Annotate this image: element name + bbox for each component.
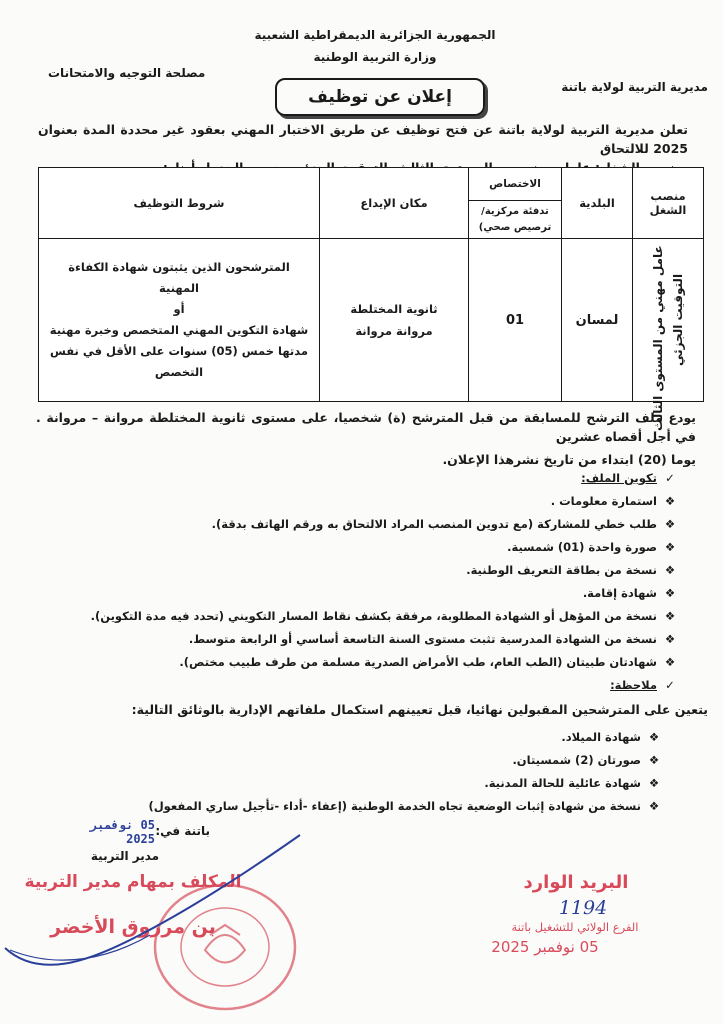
file-heading bbox=[59, 467, 679, 490]
position-line-2: التوقيت الجزئي bbox=[671, 273, 685, 367]
diamond-bullet-icon: ❖ bbox=[664, 655, 676, 669]
th-municipality: البلدية bbox=[562, 168, 633, 239]
th-specialty: الاختصاص bbox=[469, 168, 562, 201]
note-text: يتعين على المترشحين المقبولين نهائيا، قبل تعيينهم استكمال ملفاتهم الإدارية بالوثائق التالية: bbox=[131, 702, 708, 717]
list-item: ❖ شهادتان طبيتان (الطب العام، طب الأمراض الصدرية مسلمة من طرف طبيب مختص). bbox=[59, 651, 679, 674]
diamond-bullet-icon: ❖ bbox=[664, 494, 676, 508]
handwritten-signature-icon bbox=[0, 830, 320, 980]
incoming-stamp-office: الفرع الولائي للتشغيل باتنة bbox=[511, 920, 639, 934]
incoming-stamp-number: 1194 bbox=[558, 897, 608, 919]
list-item: ❖ استمارة معلومات . bbox=[59, 490, 679, 513]
header-service: مصلحة التوجيه والامتحانات bbox=[48, 66, 206, 80]
check-icon: ✓ bbox=[665, 471, 675, 485]
note-heading bbox=[59, 674, 679, 697]
cell-municipality: لمسان bbox=[562, 239, 633, 402]
position-line-1: عامل مهني من المستوى الثالث bbox=[651, 245, 665, 431]
th-position: منصب الشغل bbox=[633, 168, 704, 239]
deposit-line-2: يوما (20) ابتداء من تاريخ نشرهذا الإعلان. bbox=[442, 452, 696, 467]
diamond-bullet-icon: ❖ bbox=[664, 517, 676, 531]
announcement-title: إعلان عن توظيف bbox=[275, 78, 485, 116]
cell-conditions bbox=[39, 239, 320, 402]
cell-position bbox=[633, 239, 704, 431]
diamond-bullet-icon: ❖ bbox=[648, 799, 660, 813]
list-item: ❖ شهادة الميلاد. bbox=[63, 726, 663, 749]
conditions-1: المترشحون الذين يثبتون شهادة الكفاءة المهنية bbox=[68, 260, 290, 295]
list-item: ❖ شهادة إقامة. bbox=[59, 582, 679, 605]
incoming-stamp-title: البريد الوارد bbox=[523, 872, 629, 893]
list-item: ❖ نسخة من بطاقة التعريف الوطنية. bbox=[59, 559, 679, 582]
cell-deposit: ثانوية المختلطة مروانة مروانة bbox=[320, 239, 469, 402]
diamond-bullet-icon: ❖ bbox=[664, 563, 676, 577]
list-item: ❖ نسخة من الشهادة المدرسية تثبت مستوى السنة التاسعة أساسي أو الرابعة متوسط. bbox=[59, 628, 679, 651]
diamond-bullet-icon: ❖ bbox=[664, 609, 676, 623]
list-item: ❖ صورتان (2) شمسيتان. bbox=[63, 749, 663, 772]
list-item: ❖ صورة واحدة (01) شمسية. bbox=[59, 536, 679, 559]
diamond-bullet-icon: ❖ bbox=[648, 730, 660, 744]
diamond-bullet-icon: ❖ bbox=[648, 776, 660, 790]
check-icon: ✓ bbox=[665, 678, 675, 692]
diamond-bullet-icon: ❖ bbox=[664, 586, 676, 600]
list-item: ❖ طلب خطي للمشاركة (مع تدوين المنصب المراد الالتحاق به ورقم الهاتف بدقة). bbox=[59, 513, 679, 536]
th-conditions: شروط التوظيف bbox=[39, 168, 320, 239]
header-directorate: مديرية التربية لولاية باتنة bbox=[561, 80, 708, 94]
intro-line-1: تعلن مديرية التربية لولاية باتنة عن فتح توظيف عن طريق الاختبار المهني بعقود غير محددة المدة بعنوان 2025 للالتحاق bbox=[38, 122, 688, 156]
file-list bbox=[59, 467, 679, 697]
conditions-2: شهادة التكوين المهني المتخصص وخبرة مهنية مدتها خمس (05) سنوات على الأقل في نفس التخصص bbox=[49, 323, 309, 379]
list-item: ❖ نسخة من شهادة إثبات الوضعية تجاه الخدمة الوطنية (إعفاء -أداء -تأجيل ساري المفعول) bbox=[63, 795, 663, 818]
incoming-stamp-date: 05 نوفمبر 2025 bbox=[491, 938, 599, 956]
signature-place: باتنة في: bbox=[155, 824, 210, 838]
table-row bbox=[39, 239, 704, 402]
cell-specialty: 01 bbox=[469, 239, 562, 402]
note-heading-text: ملاحظة: bbox=[610, 678, 657, 692]
list-item: ❖ نسخة من المؤهل أو الشهادة المطلوبة، مرفقة بكشف نقاط المسار التكويني (تحدد فيه مدة التكوين). bbox=[59, 605, 679, 628]
deposit-paragraph bbox=[36, 408, 696, 469]
header-ministry: وزارة التربية الوطنية bbox=[313, 50, 437, 64]
th-specialty-sub: تدفئة مركزية/ ترصيص صحي) bbox=[469, 201, 562, 239]
signature-date-stamp: 05 نوفمبر 2025 bbox=[89, 818, 155, 846]
delegate-name: بن مرزوق الأخضر bbox=[50, 916, 216, 938]
th-deposit: مكان الإيداع bbox=[320, 168, 469, 239]
deposit-line-1: يودع ملف الترشح للمسابقة من قبل المترشح (ة) شخصيا، على مستوى ثانوية المختلطة مروانة – مروانة . في أجل أقصاه عشرين bbox=[36, 410, 696, 444]
list-item: ❖ شهادة عائلية للحالة المدنية. bbox=[63, 772, 663, 795]
diamond-bullet-icon: ❖ bbox=[664, 540, 676, 554]
header-republic: الجمهورية الجزائرية الديمقراطية الشعبية bbox=[254, 28, 496, 42]
diamond-bullet-icon: ❖ bbox=[664, 632, 676, 646]
delegate-title: المكلف بمهام مدير التربية bbox=[24, 872, 242, 892]
diamond-bullet-icon: ❖ bbox=[648, 753, 660, 767]
note-list bbox=[63, 726, 663, 818]
file-heading-text: تكوين الملف: bbox=[581, 471, 657, 485]
conditions-or: أو bbox=[173, 302, 185, 316]
signature-role: مدير التربية bbox=[90, 849, 160, 863]
